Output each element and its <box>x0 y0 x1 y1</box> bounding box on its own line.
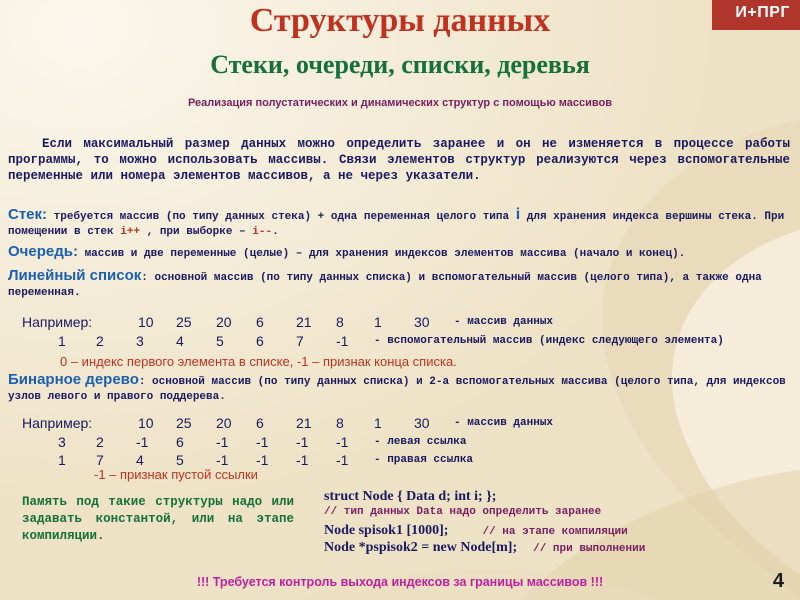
slide-note: Реализация полустатических и динамических структур с помощью массивов <box>187 97 612 109</box>
example1-next-cell: 1 <box>58 333 66 349</box>
example2-data-comment: - массив данных <box>454 417 554 429</box>
example2-label: Например: <box>22 415 93 431</box>
example2-data-cell: 25 <box>176 415 192 431</box>
example2-data-cell: 6 <box>256 415 264 431</box>
example2-left-cell: -1 <box>256 434 269 450</box>
stack-section <box>8 207 792 240</box>
example1-next-row <box>0 333 800 351</box>
example1-data-row <box>0 314 800 332</box>
queue-text: массив и две переменные (целые) – для хранения индексов элементов массива (начало и конец). <box>77 248 686 260</box>
intro-paragraph: Если максимальный размер данных можно определить заранее и он не изменяется в процессе работы программы, то можно использовать массивы. Связи элементов структур реализуются через вспомогательные переменные или номера элементов массивов, а не через указатели. <box>8 137 790 183</box>
example1-next-cell: 5 <box>216 333 224 349</box>
example1-data-cell: 20 <box>216 314 232 330</box>
example1-data-cell: 6 <box>256 314 264 330</box>
code-line-3-comment: // на этапе компиляции <box>482 526 628 538</box>
example2-right-cell: 4 <box>136 452 144 468</box>
code-line-4-text: Node *pspisok2 = new Node[m]; <box>324 540 518 555</box>
example2-left-cell: -1 <box>216 434 229 450</box>
stack-text-b: для хранения индекса вершины стека. При помещении в стек <box>8 211 785 238</box>
example2-right-cell: 7 <box>96 452 104 468</box>
example2-data-cell: 1 <box>374 415 382 431</box>
code-line-1: struct Node { Data d; int i; }; <box>324 489 497 504</box>
example1-data-cell: 25 <box>176 314 192 330</box>
example2-left-cell: -1 <box>136 434 149 450</box>
example2-data-cell: 20 <box>216 415 232 431</box>
queue-heading: Очередь: <box>8 243 78 260</box>
example2-left-row <box>0 434 800 452</box>
warning-banner: !!! Требуется контроль выхода индексов за границы массивов !!! <box>196 575 604 589</box>
example1-next-comment: - вспомогательный массив (индекс следующего элемента) <box>374 335 724 347</box>
example2-left-cell: 2 <box>96 434 104 450</box>
queue-section <box>8 244 792 262</box>
example2-left-cell: 3 <box>58 434 66 450</box>
stack-pop: i-- <box>252 226 273 238</box>
example1-next-cell: 4 <box>176 333 184 349</box>
slide-title: Структуры данных <box>249 2 551 39</box>
example2-right-comment: - правая ссылка <box>374 454 474 466</box>
example2-right-cell: -1 <box>256 452 269 468</box>
example2-footnote: -1 – признак пустой ссылки <box>94 467 258 482</box>
example2-data-cell: 10 <box>138 415 154 431</box>
code-line-3 <box>324 523 645 540</box>
stack-text-a: требуется массив (по типу данных стека) + одна переменная целого типа <box>47 211 516 223</box>
example2-right-cell: 5 <box>176 452 184 468</box>
stack-text-d: . <box>272 226 279 238</box>
example2-left-cell: 6 <box>176 434 184 450</box>
memory-note: Память под такие структуры надо или задавать константой, или на этапе компиляции. <box>22 495 294 543</box>
example2-data-cell: 30 <box>414 415 430 431</box>
code-block <box>324 489 645 557</box>
code-line-2-comment: // тип данных Data надо определить заранее <box>324 506 602 518</box>
example1-next-cell: 7 <box>296 333 304 349</box>
example1-next-cell: 2 <box>96 333 104 349</box>
example1-data-cell: 10 <box>138 314 154 330</box>
example2-data-row <box>0 415 800 433</box>
stack-var: i <box>515 206 521 223</box>
example1-next-cell: 3 <box>136 333 144 349</box>
example1-data-cell: 30 <box>414 314 430 330</box>
example1-next-cell: 6 <box>256 333 264 349</box>
example2-data-cell: 8 <box>336 415 344 431</box>
example1-next-cell: -1 <box>336 333 349 349</box>
example1-data-comment: - массив данных <box>454 316 554 328</box>
stack-push: i++ <box>120 226 141 238</box>
example2-right-cell: -1 <box>296 452 309 468</box>
code-line-4-comment: // при выполнении <box>533 543 646 555</box>
code-line-3-text: Node spisok1 [1000]; <box>324 523 449 538</box>
example2-left-cell: -1 <box>336 434 349 450</box>
example1-data-cell: 21 <box>296 314 312 330</box>
tree-heading: Бинарное дерево <box>8 371 139 388</box>
page-number: 4 <box>772 570 784 592</box>
tree-section <box>8 372 792 405</box>
example2-data-cell: 21 <box>296 415 312 431</box>
tree-text: : основной массив (по типу данных списка) и 2-а вспомогательных массива (целого типа, для индексов узлов левого и правого поддерева. <box>8 376 786 403</box>
example1-footnote: 0 – индекс первого элемента в списке, -1 – признак конца списка. <box>60 354 457 369</box>
list-text: : основной массив (по типу данных списка) и вспомогательный массив (целого типа), а также одна переменная. <box>8 272 762 299</box>
example2-right-cell: -1 <box>216 452 229 468</box>
stack-text-c: , при выборке – <box>140 226 253 238</box>
example2-right-cell: 1 <box>58 452 66 468</box>
stack-heading: Стек: <box>8 206 48 223</box>
example2-left-comment: - левая ссылка <box>374 436 467 448</box>
example1-data-cell: 1 <box>374 314 382 330</box>
slide-subtitle: Стеки, очереди, списки, деревья <box>210 50 590 79</box>
badge-label: И+ПРГ <box>735 4 790 21</box>
example2-left-cell: -1 <box>296 434 309 450</box>
example1-data-cell: 8 <box>336 314 344 330</box>
list-section <box>8 268 792 301</box>
list-heading: Линейный список <box>8 267 142 284</box>
example1-label: Например: <box>22 314 93 330</box>
example2-right-cell: -1 <box>336 452 349 468</box>
code-line-4 <box>324 540 645 557</box>
